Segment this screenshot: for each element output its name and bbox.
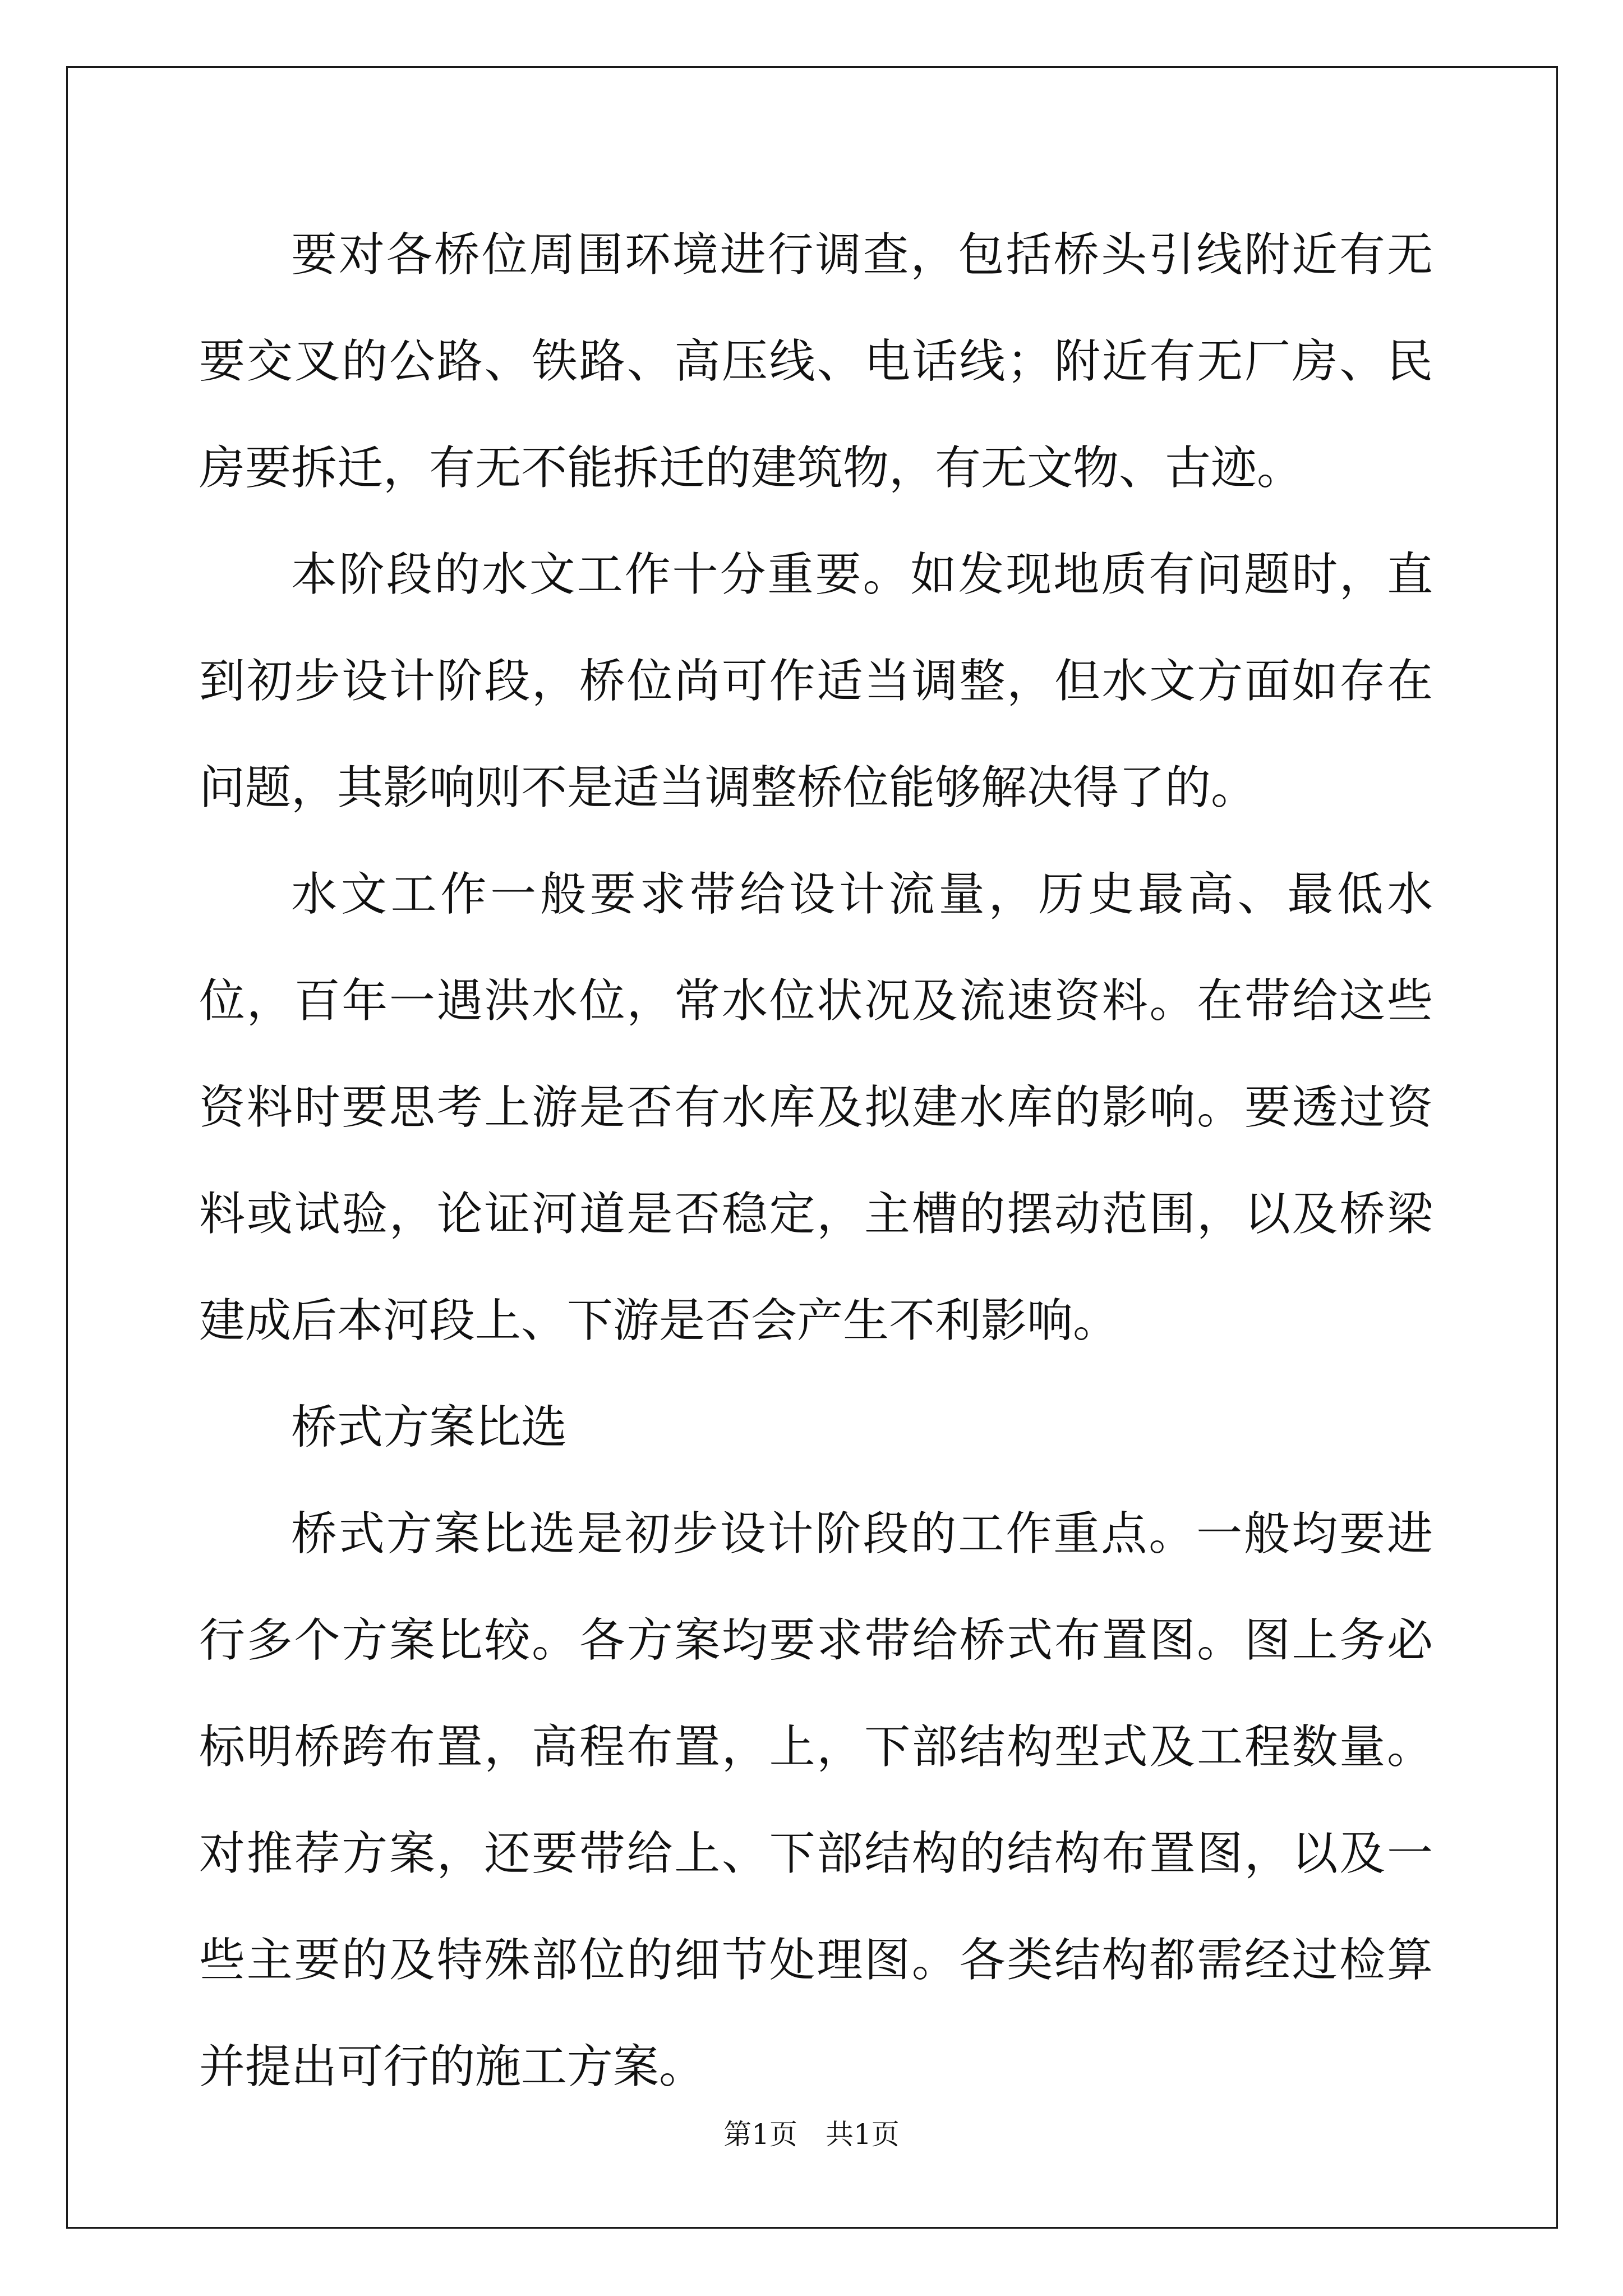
paragraph-hydrology-importance: 本阶段的水文工作十分重要。如发现地质有问题时，直到初步设计阶段，桥位尚可作适当调整，但水文方面如存在问题，其影响则不是适当调整桥位能够解决得了的。 [199, 548, 1433, 815]
section-heading-bridge-scheme: 桥式方案比选 [291, 1401, 568, 1454]
document-body [199, 202, 1433, 2120]
page-footer [0, 2112, 1623, 2152]
paragraph-hydrology-requirements: 水文工作一般要求带给设计流量，历史最高、最低水位，百年一遇洪水位，常水位状况及流速资料。在带给这些资料时要思考上游是否有水库及拟建水库的影响。要透过资料或试验，论证河道是否稳定，主槽的摆动范围，以及桥梁建成后本河段上、下游是否会产生不利影响。 [199, 868, 1433, 1347]
page-number-current: 第1页 [723, 2118, 797, 2151]
paragraph-environment-survey: 要对各桥位周围环境进行调查，包括桥头引线附近有无要交叉的公路、铁路、高压线、电话线；附近有无厂房、民房要拆迁，有无不能拆迁的建筑物，有无文物、古迹。 [199, 228, 1433, 495]
paragraph-bridge-scheme-comparison: 桥式方案比选是初步设计阶段的工作重点。一般均要进行多个方案比较。各方案均要求带给桥式布置图。图上务必标明桥跨布置，高程布置，上，下部结构型式及工程数量。对推荐方案，还要带给上、下部结构的结构布置图，以及一些主要的及特殊部位的细节处理图。各类结构都需经过检算并提出可行的施工方案。 [199, 1507, 1433, 2093]
page-number-total: 共1页 [826, 2118, 900, 2151]
